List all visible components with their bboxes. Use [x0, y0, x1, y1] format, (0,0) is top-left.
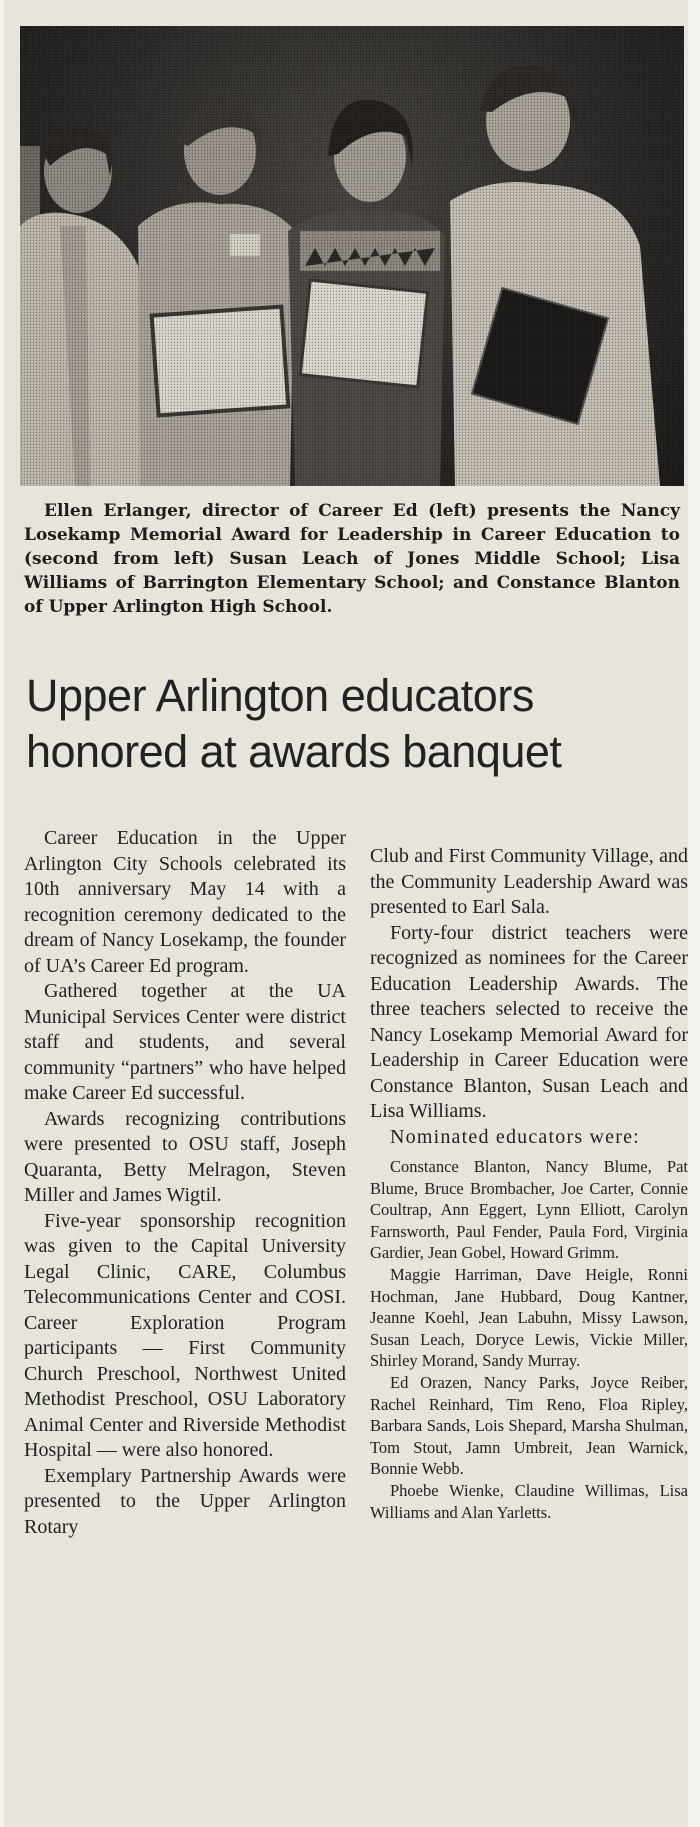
nominee-paragraph: Phoebe Wienke, Claudine Willimas, Lisa Williams and Alan Yarletts.: [370, 1480, 688, 1522]
group-photo-icon: [20, 26, 684, 486]
nominee-paragraph: Constance Blanton, Nancy Blume, Pat Blume, Bruce Brombacher, Joe Carter, Connie Coultrap, Ann Eggert, Lynn Elliott, Carolyn Farnsworth, Paul Fender, Paula Ford, Virginia Gardier, Jean Gobel, Howard Grimm.: [370, 1157, 688, 1263]
article-paragraph: Awards recognizing contributions were presented to OSU staff, Joseph Quaranta, Betty Melragon, Steven Miller and James Wigtil.: [24, 1107, 346, 1206]
article-paragraph: Exemplary Partnership Awards were presented to the Upper Arlington Rotary: [24, 1464, 346, 1538]
article-column-2: [370, 844, 688, 1523]
headline: Upper Arlington educators honored at awards banquet: [26, 670, 562, 777]
nominee-paragraph: Ed Orazen, Nancy Parks, Joyce Reiber, Rachel Reinhard, Tim Reno, Floa Ripley, Barbara Sands, Lois Shepard, Marsha Shulman, Tom Stout, Jamn Umbreit, Jean Warnick, Bonnie Webb.: [370, 1372, 688, 1479]
nominee-paragraph: Maggie Harriman, Dave Heigle, Ronni Hochman, Jane Hubbard, Doug Kantner, Jeanne Koehl, Jean Labuhn, Missy Lawson, Susan Leach, Doryce Lewis, Vickie Miller, Shirley Morand, Sandy Murray.: [370, 1264, 688, 1371]
article-paragraph: Club and First Community Village, and the Community Leadership Award was presented to Earl Sala.: [370, 845, 688, 918]
photo-caption: Ellen Erlanger, director of Career Ed (left) presents the Nancy Losekamp Memorial Award for Leadership in Career Education to (second from left) Susan Leach of Jones Middle School; Lisa Williams of Barrington Elementary School; and Constance Blanton of Upper Arlington High School.: [24, 501, 680, 617]
group-photo: [20, 26, 684, 486]
article-column-1: [24, 826, 346, 1540]
article-paragraph: Gathered together at the UA Municipal Services Center were district staff and students, and several community “partners” who have helped make Career Ed successful.: [24, 980, 346, 1104]
article-paragraph: Career Education in the Upper Arlington City Schools celebrated its 10th anniversary May 14 with a recognition ceremony dedicated to the dream of Nancy Losekamp, the founder of UA’s Career Ed program.: [24, 827, 346, 977]
nominee-list: [370, 1156, 688, 1523]
article-paragraph: Forty-four district teachers were recognized as nominees for the Career Education Leadership Awards. The three teachers selected to receive the Nancy Losekamp Memorial Award for Leadership in Career Education were Constance Blanton, Susan Leach and Lisa Williams.: [370, 921, 688, 1122]
article-paragraph: Five-year sponsorship recognition was given to the Capital University Legal Clinic, CARE, Columbus Telecommunications Center and COSI. Career Exploration Program participants — First Community Church Preschool, Northwest United Methodist Preschool, OSU Laboratory Animal Center and Riverside Methodist Hospital — were also honored.: [24, 1209, 346, 1461]
nominated-heading: Nominated educators were:: [390, 1125, 640, 1148]
